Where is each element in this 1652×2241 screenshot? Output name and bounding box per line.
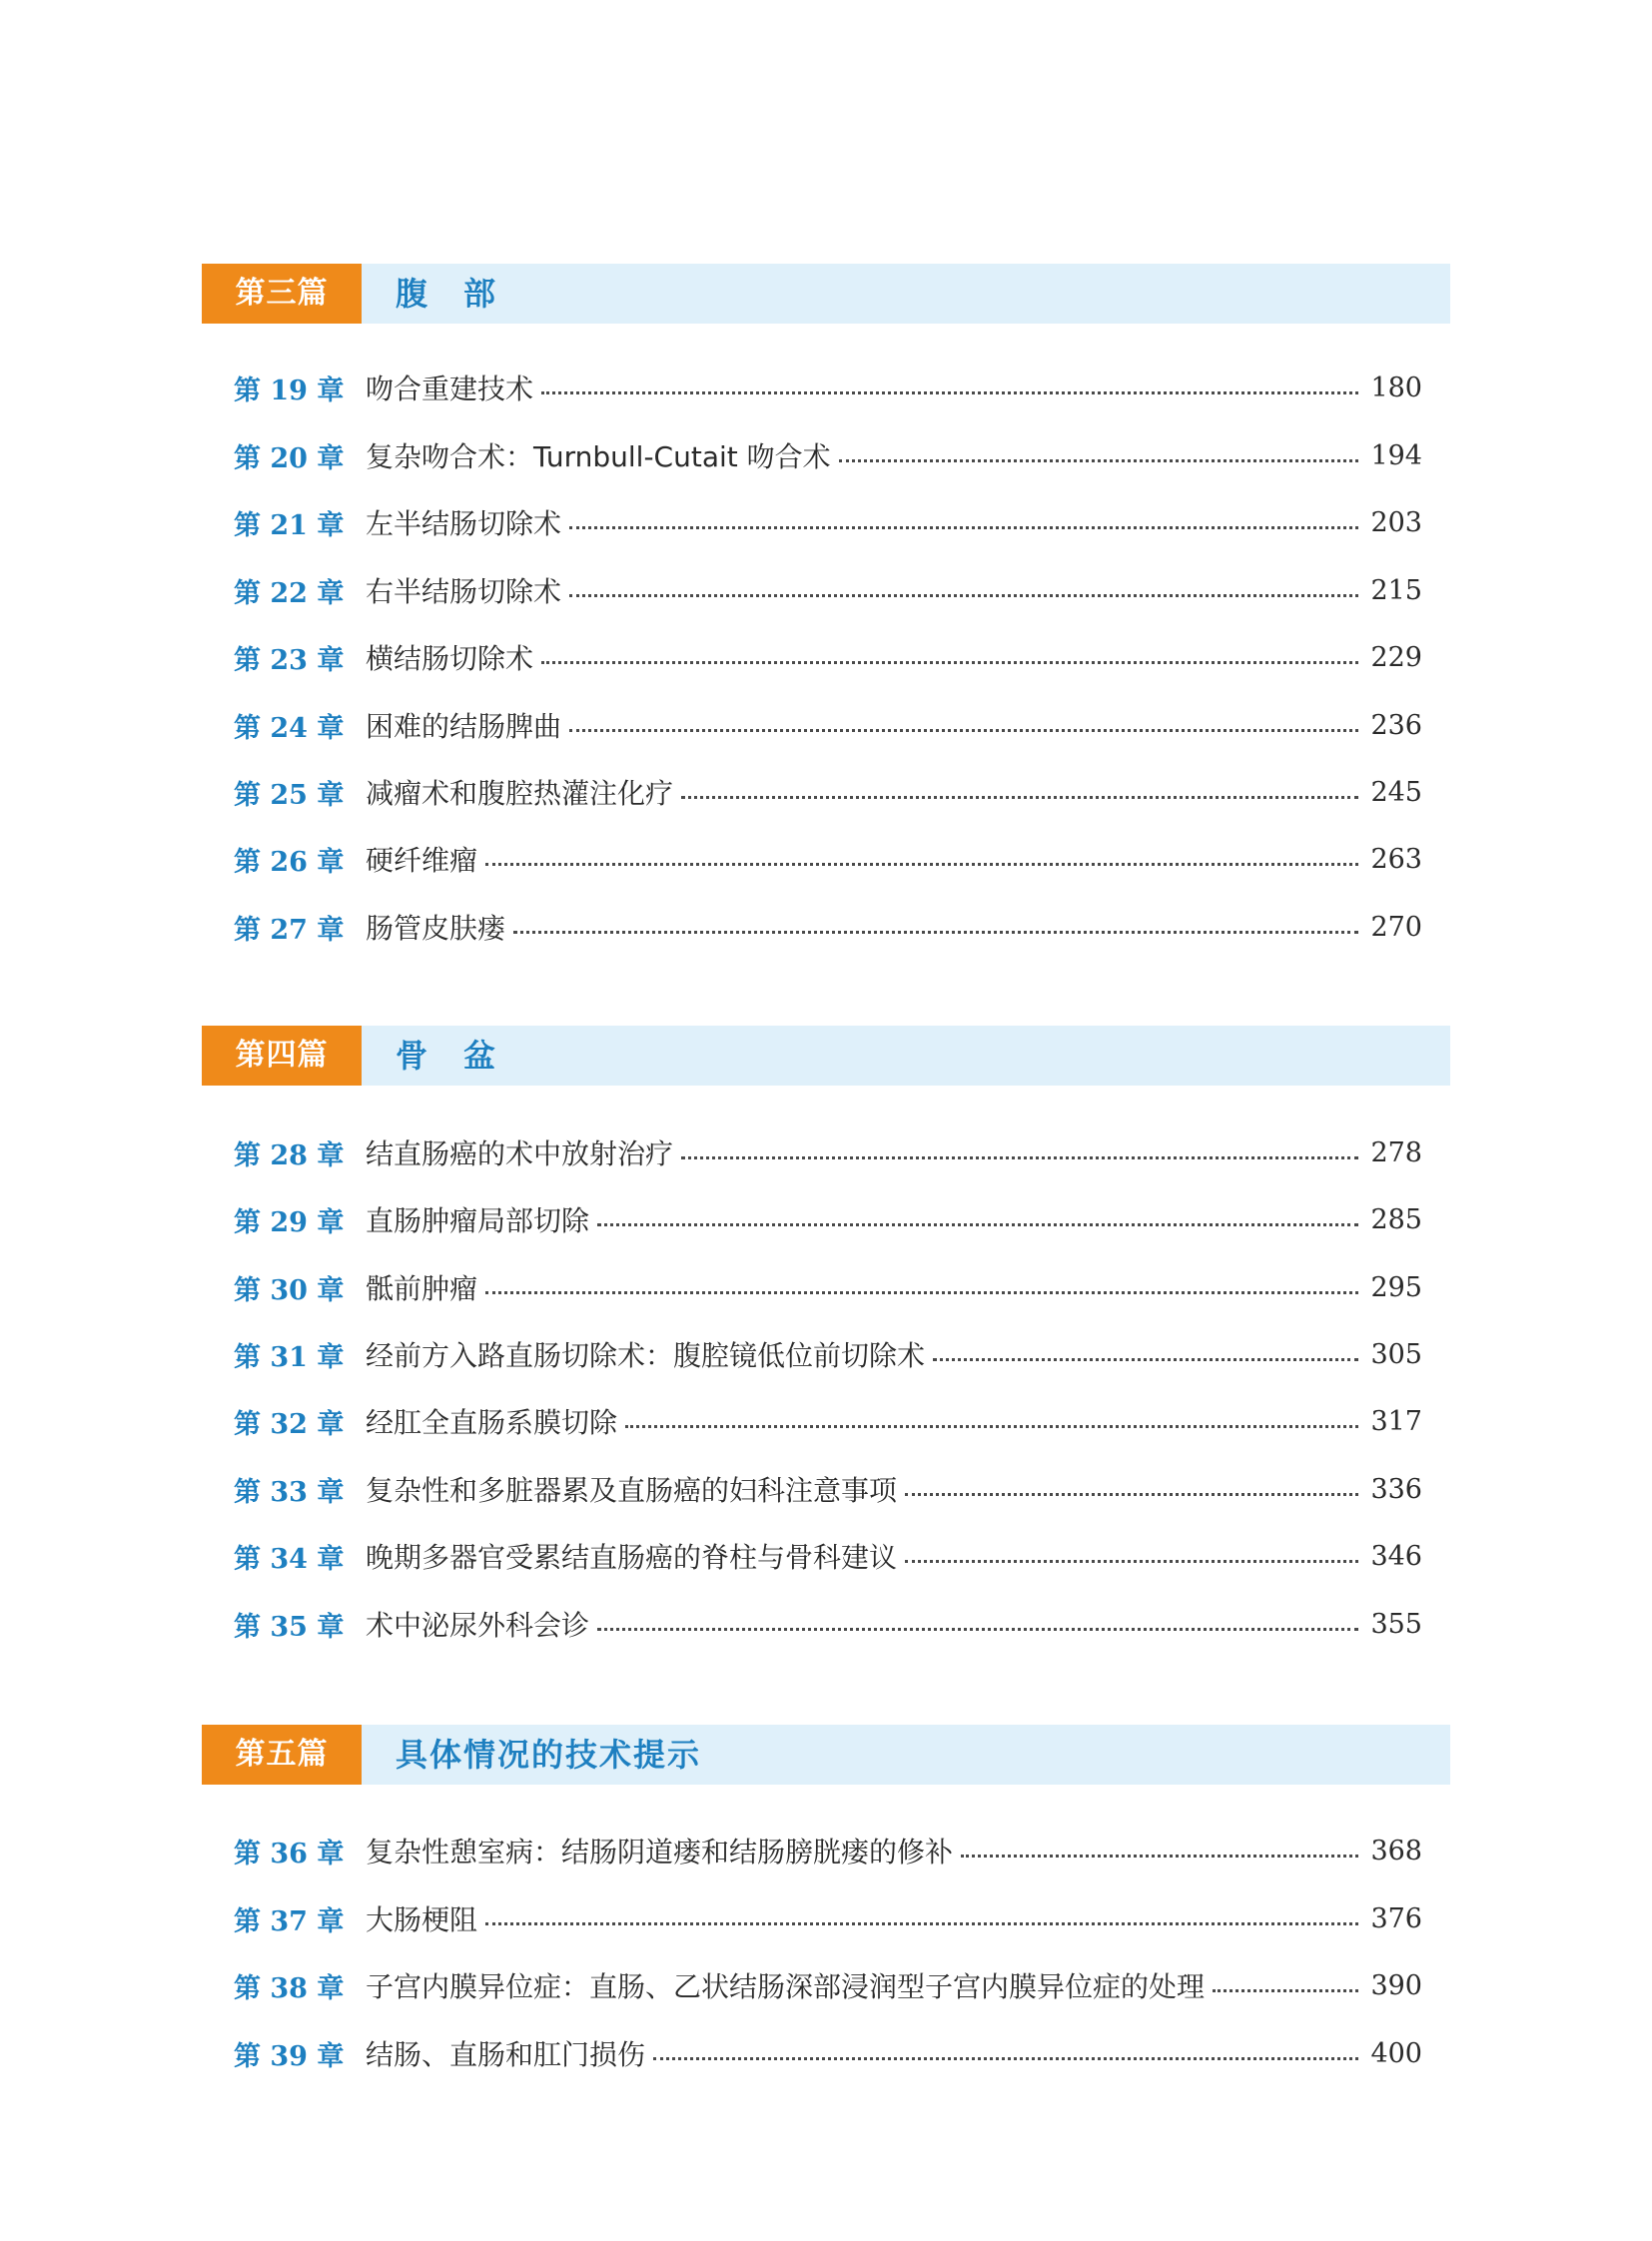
page-number: 194: [1370, 439, 1422, 471]
toc-entry[interactable]: [234, 1604, 1422, 1644]
part-label: 第四篇: [202, 1026, 362, 1086]
toc-entry[interactable]: [234, 1401, 1422, 1441]
chapter-number: 第 29 章: [234, 1206, 345, 1238]
chapter-title: 结直肠癌的术中放射治疗: [366, 1137, 674, 1170]
chapter-title: 复杂性和多脏器累及直肠癌的妇科注意事项: [366, 1474, 898, 1507]
chapter-title: 术中泌尿外科会诊: [366, 1609, 590, 1642]
page-number: 295: [1370, 1271, 1422, 1303]
toc-entry[interactable]: [234, 907, 1422, 947]
toc-entry[interactable]: [234, 705, 1422, 745]
toc-entry[interactable]: [234, 502, 1422, 542]
toc-entry[interactable]: [234, 2033, 1422, 2073]
dot-leader: [681, 1156, 1358, 1159]
chapter-number: 第 19 章: [234, 374, 345, 406]
page-number: 180: [1370, 372, 1422, 403]
chapter-title: 子宫内膜异位症：直肠、乙状结肠深部浸润型子宫内膜异位症的处理: [366, 1970, 1206, 2003]
chapter-title: 复杂吻合术：Turnbull-Cutait 吻合术: [366, 440, 831, 473]
chapter-title: 困难的结肠脾曲: [366, 710, 562, 743]
dot-leader: [961, 1855, 1358, 1858]
chapter-title: 右半结肠切除术: [366, 575, 562, 608]
page-number: 229: [1370, 641, 1422, 673]
dot-leader: [653, 2057, 1358, 2060]
toc-entry[interactable]: [234, 368, 1422, 407]
part-title: 腹 部: [396, 275, 498, 313]
chapter-title: 经肛全直肠系膜切除: [366, 1406, 618, 1439]
chapter-title: 大肠梗阻: [366, 1903, 478, 1936]
chapter-number: 第 22 章: [234, 577, 345, 609]
chapter-number: 第 33 章: [234, 1476, 345, 1508]
page-number: 245: [1370, 776, 1422, 808]
page-number: 317: [1370, 1405, 1422, 1437]
page-number: 368: [1370, 1835, 1422, 1867]
page-number: 400: [1370, 2037, 1422, 2069]
toc-entry[interactable]: [234, 1831, 1422, 1870]
chapter-title: 骶前肿瘤: [366, 1272, 478, 1305]
dot-leader: [839, 459, 1359, 462]
part-header-bar: [202, 1026, 1450, 1086]
dot-leader: [485, 1291, 1358, 1294]
dot-leader: [625, 1425, 1358, 1428]
dot-leader: [541, 391, 1358, 394]
page-number: 215: [1370, 574, 1422, 606]
chapter-title: 复杂性憩室病：结肠阴道瘘和结肠膀胱瘘的修补: [366, 1836, 954, 1868]
dot-leader: [513, 931, 1358, 934]
toc-entry[interactable]: [234, 1898, 1422, 1938]
chapter-number: 第 38 章: [234, 1972, 345, 2004]
page-number: 346: [1370, 1540, 1422, 1572]
dot-leader: [933, 1358, 1358, 1361]
chapter-number: 第 24 章: [234, 712, 345, 744]
page-number: 263: [1370, 843, 1422, 875]
toc-entry[interactable]: [234, 1267, 1422, 1307]
chapter-title: 直肠肿瘤局部切除: [366, 1204, 590, 1237]
toc-entry[interactable]: [234, 637, 1422, 677]
chapter-number: 第 36 章: [234, 1838, 345, 1869]
page-number: 285: [1370, 1203, 1422, 1235]
chapter-title: 肠管皮肤瘘: [366, 912, 506, 945]
page-number: 236: [1370, 709, 1422, 741]
part-title: 具体情况的技术提示: [396, 1736, 702, 1774]
part-header-bar: [202, 264, 1450, 324]
chapter-number: 第 34 章: [234, 1543, 345, 1575]
dot-leader: [597, 1223, 1358, 1226]
chapter-number: 第 35 章: [234, 1611, 345, 1643]
dot-leader: [541, 661, 1358, 664]
dot-leader: [569, 729, 1358, 732]
chapter-number: 第 39 章: [234, 2040, 345, 2072]
part-label: 第五篇: [202, 1725, 362, 1785]
dot-leader: [905, 1560, 1358, 1563]
page-number: 376: [1370, 1902, 1422, 1934]
part-header-bar: [202, 1725, 1450, 1785]
toc-entry[interactable]: [234, 1132, 1422, 1172]
chapter-number: 第 32 章: [234, 1408, 345, 1440]
toc-entry[interactable]: [234, 1536, 1422, 1576]
toc-entry[interactable]: [234, 1334, 1422, 1374]
page-number: 355: [1370, 1608, 1422, 1640]
toc-entry[interactable]: [234, 435, 1422, 475]
page-number: 390: [1370, 1969, 1422, 2001]
dot-leader: [1213, 1989, 1358, 1992]
page-number: 278: [1370, 1136, 1422, 1168]
toc-entry[interactable]: [234, 570, 1422, 610]
chapter-title: 经前方入路直肠切除术：腹腔镜低位前切除术: [366, 1339, 926, 1372]
chapter-number: 第 20 章: [234, 442, 345, 474]
chapter-title: 晚期多器官受累结直肠癌的脊柱与骨科建议: [366, 1541, 898, 1574]
page-number: 203: [1370, 506, 1422, 538]
dot-leader: [569, 594, 1358, 597]
chapter-number: 第 21 章: [234, 509, 345, 541]
chapter-title: 硬纤维瘤: [366, 844, 478, 877]
toc-entry[interactable]: [234, 839, 1422, 879]
page-number: 336: [1370, 1473, 1422, 1505]
dot-leader: [569, 526, 1358, 529]
chapter-number: 第 37 章: [234, 1905, 345, 1937]
chapter-title: 减瘤术和腹腔热灌注化疗: [366, 777, 674, 810]
chapter-number: 第 28 章: [234, 1139, 345, 1171]
chapter-title: 横结肠切除术: [366, 642, 534, 675]
chapter-title: 吻合重建技术: [366, 373, 534, 405]
dot-leader: [681, 796, 1358, 799]
chapter-title: 左半结肠切除术: [366, 507, 562, 540]
chapter-number: 第 31 章: [234, 1341, 345, 1373]
dot-leader: [485, 1922, 1358, 1925]
chapter-number: 第 30 章: [234, 1274, 345, 1306]
part-label: 第三篇: [202, 264, 362, 324]
chapter-number: 第 23 章: [234, 644, 345, 676]
page-number: 305: [1370, 1338, 1422, 1370]
dot-leader: [905, 1493, 1358, 1496]
toc-entry[interactable]: [234, 772, 1422, 812]
chapter-number: 第 26 章: [234, 846, 345, 878]
dot-leader: [485, 863, 1358, 866]
chapter-number: 第 25 章: [234, 779, 345, 811]
toc-entry[interactable]: [234, 1469, 1422, 1509]
toc-entry[interactable]: [234, 1199, 1422, 1239]
toc-entry[interactable]: [234, 1965, 1422, 2005]
page-number: 270: [1370, 911, 1422, 943]
dot-leader: [597, 1628, 1358, 1631]
part-title: 骨 盆: [396, 1037, 498, 1075]
chapter-number: 第 27 章: [234, 914, 345, 946]
chapter-title: 结肠、直肠和肛门损伤: [366, 2038, 646, 2071]
